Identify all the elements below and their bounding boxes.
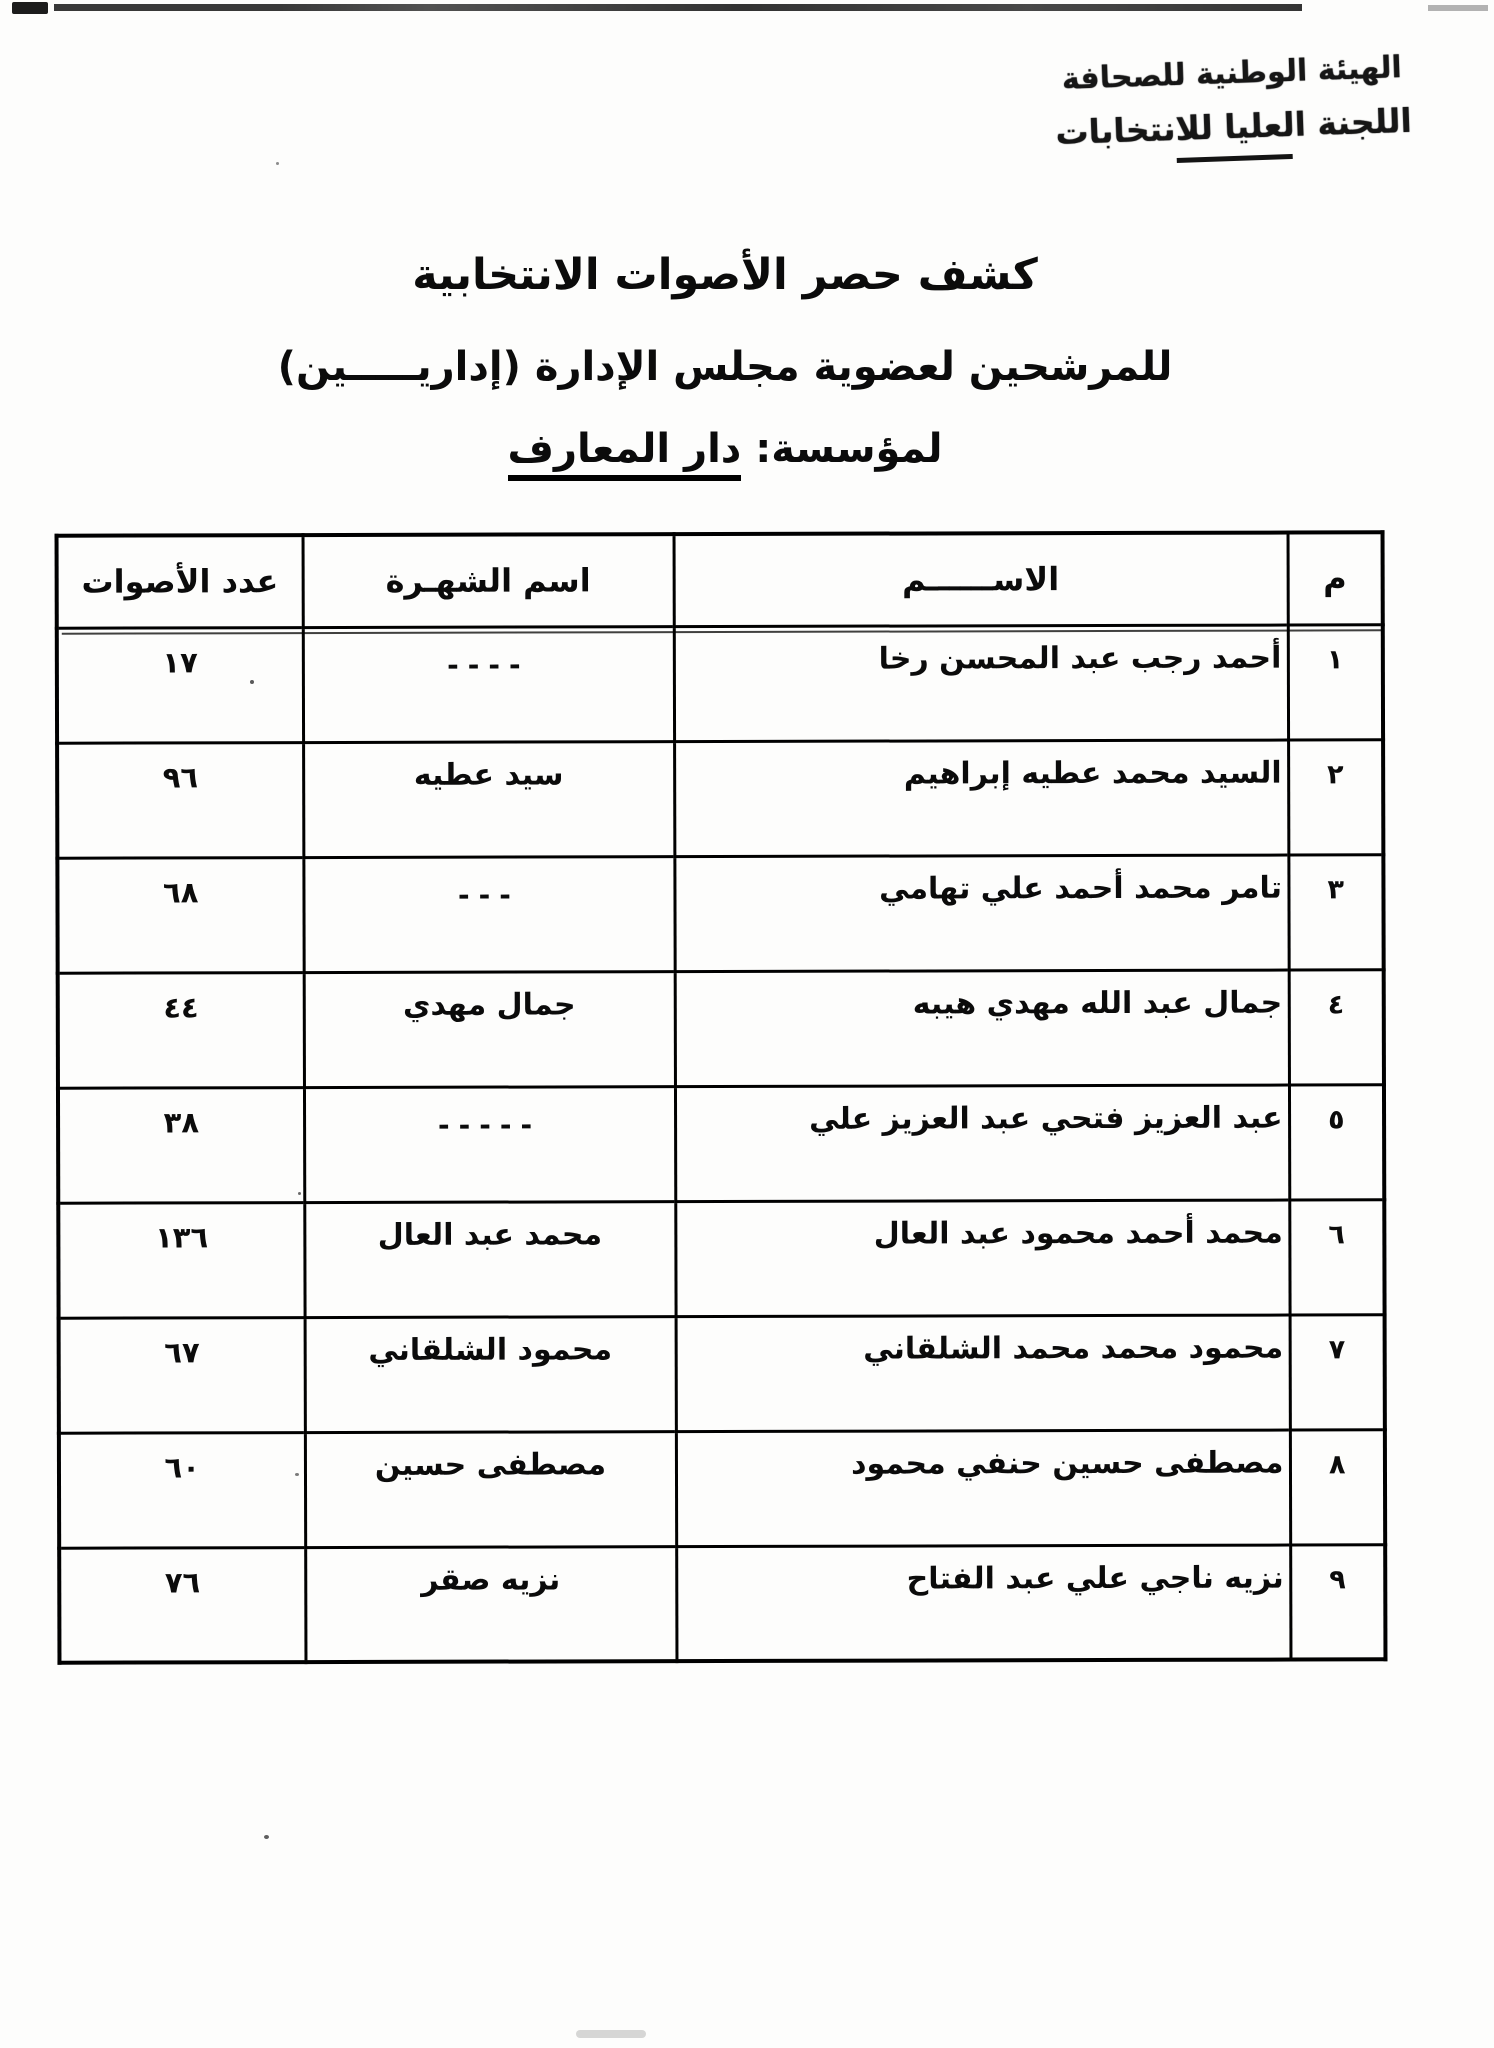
nickname-cell: محمد عبد العال — [304, 1201, 675, 1317]
handwritten-authority-line: الهيئة الوطنية للصحافة — [1061, 50, 1403, 97]
table-row — [58, 1084, 1384, 1202]
nickname-cell: نزيه صقر — [305, 1546, 676, 1662]
nickname-cell: محمود الشلقاني — [305, 1316, 676, 1432]
votes-cell: ٤٤ — [58, 972, 304, 1088]
scan-artifact-strip — [1428, 5, 1488, 11]
votes-table — [55, 530, 1388, 1664]
document-subtitle: للمرشحين لعضوية مجلس الإدارة (إداريـــــين) — [277, 344, 1173, 390]
name-cell: محمد أحمد محمود عبد العال — [675, 1200, 1289, 1317]
votes-table-wrapper — [59, 530, 1388, 1661]
table-row — [57, 854, 1383, 972]
scan-speck — [264, 1835, 269, 1839]
index-cell: ٤ — [1289, 969, 1384, 1084]
votes-cell: ٩٦ — [57, 742, 303, 858]
index-cell: ٣ — [1288, 854, 1383, 969]
nickname-cell: مصطفى حسين — [305, 1431, 676, 1547]
scan-smudge — [576, 2030, 646, 2038]
table-row — [59, 1429, 1385, 1547]
name-cell: أحمد رجب عبد المحسن رخا — [674, 625, 1288, 742]
name-cell: تامر محمد أحمد علي تهامي — [674, 855, 1288, 972]
table-header-row — [57, 532, 1383, 627]
institution-label: لمؤسسة: — [755, 426, 943, 472]
scan-artifact-strip — [54, 4, 1302, 11]
nickname-cell: --- — [303, 856, 674, 972]
nickname-cell: ----- — [304, 1086, 675, 1202]
handwritten-underline — [1177, 154, 1293, 163]
header-votes: عدد الأصوات — [57, 535, 303, 628]
header-handwritten-note — [1016, 49, 1449, 169]
name-cell: محمود محمد محمد الشلقاني — [676, 1315, 1290, 1432]
index-cell: ٥ — [1289, 1084, 1384, 1199]
header-index: م — [1288, 532, 1383, 624]
institution-line — [60, 426, 1390, 472]
index-cell: ٨ — [1290, 1429, 1385, 1544]
index-cell: ٩ — [1290, 1544, 1385, 1659]
votes-table-body — [57, 624, 1386, 1662]
index-cell: ٢ — [1288, 739, 1383, 854]
table-row — [57, 739, 1383, 857]
votes-cell: ١٧ — [57, 627, 303, 743]
index-cell: ١ — [1288, 624, 1383, 739]
document-title: كشف حصر الأصوات الانتخابية — [412, 250, 1038, 300]
institution-name: دار المعارف — [508, 426, 742, 481]
table-row — [57, 624, 1383, 742]
votes-cell: ٧٦ — [59, 1547, 305, 1663]
nickname-cell: جمال مهدي — [304, 971, 675, 1087]
nickname-cell: ---- — [303, 626, 674, 742]
votes-cell: ٦٠ — [59, 1432, 305, 1548]
table-row — [59, 1314, 1385, 1432]
name-cell: مصطفى حسين حنفي محمود — [676, 1430, 1290, 1547]
handwritten-committee-line: اللجنة العليا للانتخابات — [1054, 100, 1413, 153]
votes-cell: ٦٧ — [59, 1317, 305, 1433]
table-row — [58, 1199, 1384, 1317]
name-cell: جمال عبد الله مهدي هيبه — [675, 970, 1289, 1087]
name-cell: السيد محمد عطيه إبراهيم — [674, 740, 1288, 857]
index-cell: ٧ — [1290, 1314, 1385, 1429]
header-nickname: اسم الشهـرة — [303, 534, 674, 627]
table-row — [58, 969, 1384, 1087]
votes-cell: ٦٨ — [57, 857, 303, 973]
name-cell: نزيه ناجي علي عبد الفتاح — [676, 1545, 1290, 1662]
name-cell: عبد العزيز فتحي عبد العزيز علي — [675, 1085, 1289, 1202]
scan-speck — [276, 162, 279, 165]
table-row — [59, 1544, 1385, 1662]
scan-artifact-strip — [12, 2, 48, 14]
votes-cell: ١٣٦ — [58, 1202, 304, 1318]
nickname-cell: سيد عطيه — [303, 741, 674, 857]
header-name: الاســــــم — [674, 533, 1288, 627]
votes-cell: ٣٨ — [58, 1087, 304, 1203]
index-cell: ٦ — [1289, 1199, 1384, 1314]
